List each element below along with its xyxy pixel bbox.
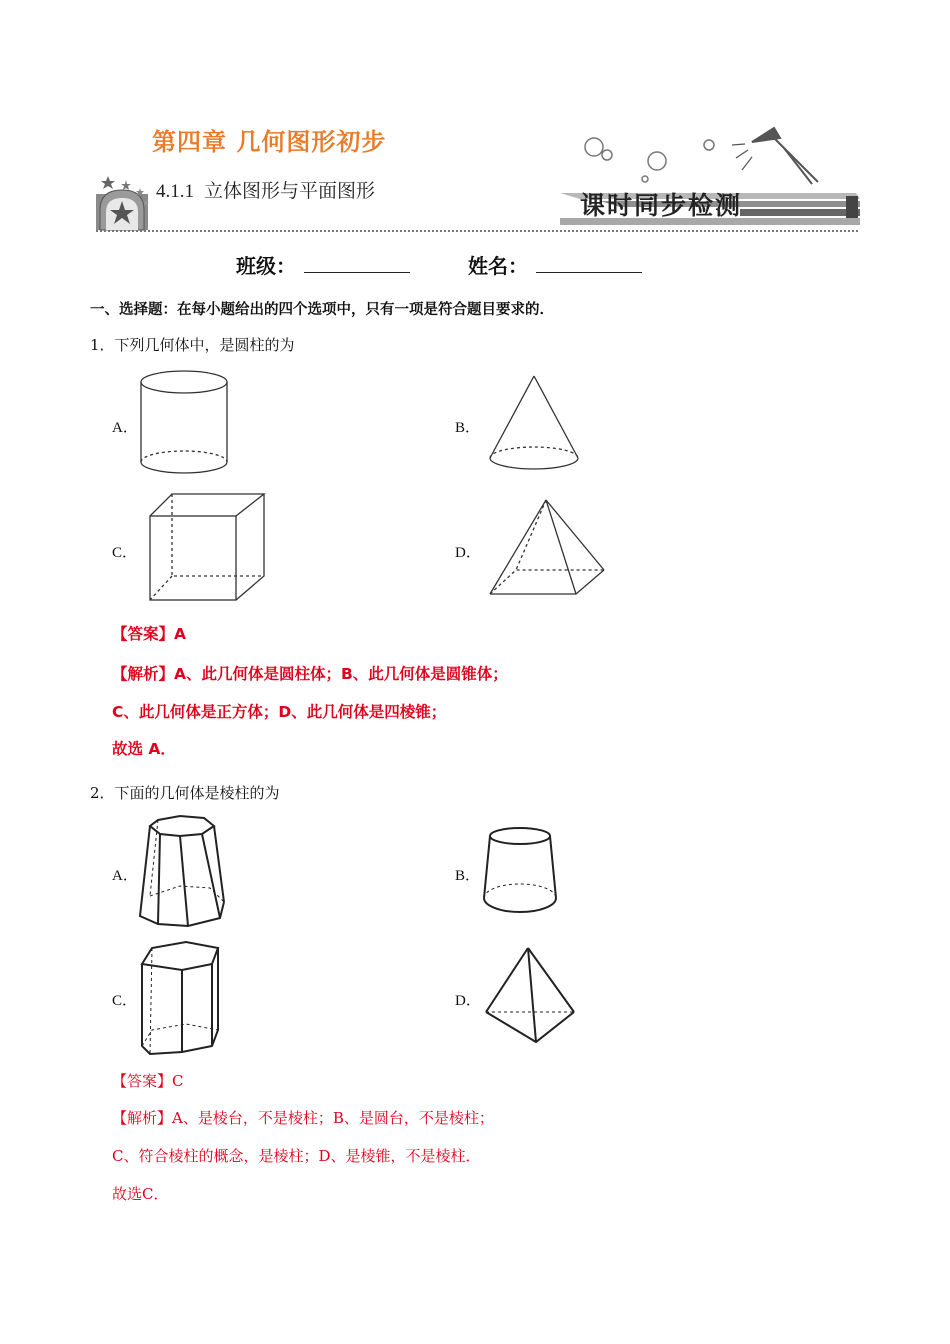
- header-decoration: [0, 0, 950, 240]
- banner-label: 课时同步检测: [580, 191, 743, 220]
- chapter-title: 第四章 几何图形初步: [152, 128, 387, 156]
- class-label: 班级：: [236, 254, 296, 278]
- q2-option-b: B．: [455, 868, 481, 884]
- truncated-cone-figure: [480, 826, 580, 926]
- q2-analysis-line1: 【解析】A、是棱台，不是棱柱；B、是圆台，不是棱柱；: [112, 1109, 494, 1127]
- q1-answer: 【答案】A: [112, 625, 186, 643]
- q1-option-c: C．: [112, 545, 138, 561]
- name-label: 姓名：: [468, 254, 528, 278]
- frustum-prism-figure: [136, 812, 236, 932]
- class-field: [236, 250, 410, 279]
- part1-heading: 一、选择题：在每小题给出的四个选项中，只有一项是符合题目要求的．: [90, 302, 554, 318]
- section-name: 立体图形与平面图形: [204, 180, 376, 202]
- q2-stem: 2．下面的几何体是棱柱的为: [90, 784, 280, 802]
- q2-option-c: C．: [112, 993, 138, 1009]
- pyramid-figure: [486, 494, 616, 604]
- q2-option-d: D．: [455, 993, 481, 1009]
- q2-analysis-line3: 故选C．: [112, 1185, 169, 1203]
- star-badge-icon: [96, 176, 149, 230]
- cone-figure: [482, 372, 592, 482]
- section-title: [156, 176, 375, 203]
- q2-option-a: A．: [112, 868, 138, 884]
- name-blank: [536, 254, 642, 273]
- class-blank: [304, 254, 410, 273]
- q1-option-b: B．: [455, 420, 481, 436]
- cube-figure: [142, 488, 272, 608]
- q1-analysis-line3: 故选 A．: [112, 740, 176, 758]
- name-field: [468, 250, 642, 279]
- q2-analysis-line2: C、符合棱柱的概念，是棱柱；D、是棱锥，不是棱柱．: [112, 1147, 481, 1165]
- q1-option-a: A．: [112, 420, 138, 436]
- q1-stem: 1．下列几何体中，是圆柱的为: [90, 336, 295, 354]
- bubbles-icon: [585, 138, 714, 182]
- desk-lamp-icon: [732, 128, 818, 184]
- q1-analysis-line1: 【解析】A、此几何体是圆柱体；B、此几何体是圆锥体；: [112, 665, 508, 683]
- hexagonal-prism-figure: [136, 938, 236, 1058]
- cylinder-figure: [138, 368, 238, 488]
- triangular-pyramid-figure: [482, 942, 592, 1052]
- section-number: 4.1.1: [156, 181, 194, 202]
- q1-analysis-line2: C、此几何体是正方体；D、此几何体是四棱锥；: [112, 703, 447, 721]
- q2-answer: 【答案】C: [112, 1072, 184, 1090]
- q1-option-d: D．: [455, 545, 481, 561]
